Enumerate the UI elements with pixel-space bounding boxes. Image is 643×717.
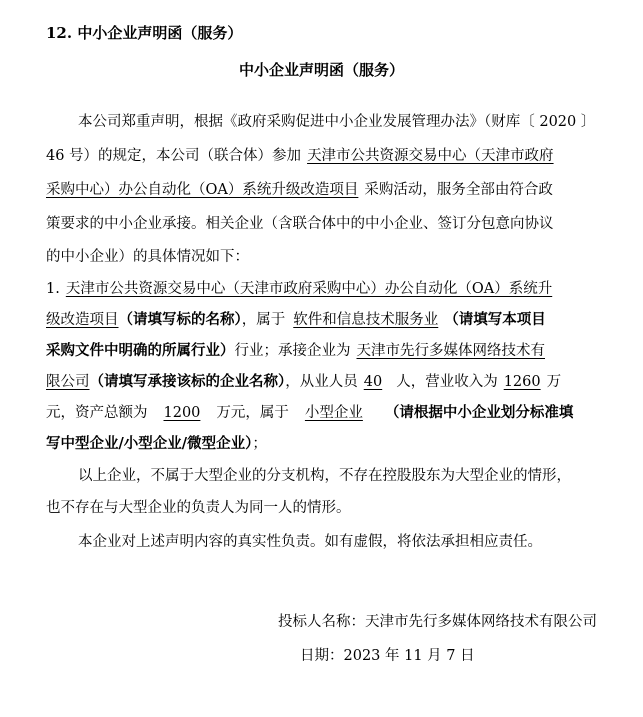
item1-text: 行业；承接企业为	[234, 343, 351, 359]
revenue-fill: 1260	[503, 374, 541, 390]
subject-name-fill: 天津市公共资源交易中心（天津市政府采购中心）办公自动化（OA）系统升	[65, 281, 553, 297]
instruction-note: 写中型企业/小型企业/微型企业）	[46, 435, 253, 452]
item1-text: ，属于	[241, 312, 286, 328]
para1-text: 本公司郑重声明，根据《政府采购促进中小企业发展管理办法》（财库〔 2020 〕	[78, 114, 596, 130]
para1-text: 的中小企业）的具体情况如下：	[46, 249, 249, 265]
responsibility-statement: 本企业对上述声明内容的真实性负责。如有虚假，将依法承担相应责任。	[78, 534, 542, 550]
instruction-note: （请填写标的名称）	[118, 311, 242, 328]
subject-name-fill: 级改造项目	[46, 312, 119, 328]
para2-line1	[78, 466, 571, 486]
company-name-fill: 天津市先行多媒体网络技术有	[356, 343, 545, 359]
para1-text: 采购活动，服务全部由符合政	[364, 182, 553, 198]
para1-text: 策要求的中小企业承接。相关企业（含联合体中的中小企业、签订分包意向协议	[46, 216, 554, 232]
instruction-note: （请根据中小企业划分标准填	[384, 404, 574, 421]
instruction-note: （请填写本项目	[444, 311, 546, 328]
para1-line4	[46, 214, 554, 234]
instruction-note: （请填写承接该标的企业名称）	[89, 373, 286, 390]
item1-text: ，从业人员	[285, 374, 358, 390]
para2-line2	[46, 498, 351, 518]
para1-line3	[46, 180, 553, 200]
project-name-fill: 天津市公共资源交易中心（天津市政府	[307, 148, 554, 164]
item1-text: ；	[252, 436, 267, 452]
item1-line4	[46, 372, 561, 392]
item1-line5	[46, 403, 573, 423]
item1-text: 人，营业收入为	[396, 374, 498, 390]
item-number: 1.	[46, 281, 60, 297]
instruction-note: 采购文件中明确的所属行业）	[46, 342, 235, 359]
assets-fill: 1200	[163, 405, 201, 421]
item1-text: 万	[546, 374, 562, 390]
para2-text: 也不存在与大型企业的负责人为同一人的情形。	[46, 500, 351, 516]
para1-text: 46 号）的规定，本公司（联合体）参加	[46, 148, 302, 164]
section-heading: 12. 中小企业声明函（服务）	[46, 24, 243, 42]
industry-fill: 软件和信息技术服务业	[293, 312, 439, 328]
item1-line6	[46, 434, 267, 454]
para2-text: 以上企业，不属于大型企业的分支机构，不存在控股股东为大型企业的情形，	[78, 468, 571, 484]
project-name-fill: 采购中心）办公自动化（OA）系统升级改造项目	[46, 182, 359, 198]
enterprise-size-fill: 小型企业	[304, 405, 363, 421]
para3-line	[78, 532, 542, 552]
item1-line3	[46, 341, 545, 361]
para1-line1	[78, 112, 595, 132]
item1-line2	[46, 310, 546, 330]
item1-text: 元，资产总额为	[46, 405, 148, 421]
document-title: 中小企业声明函（服务）	[238, 61, 404, 79]
employees-fill: 40	[363, 374, 383, 390]
bidder-name: 投标人名称：天津市先行多媒体网络技术有限公司	[278, 614, 597, 630]
company-name-fill: 限公司	[46, 374, 90, 390]
para1-line5	[46, 247, 249, 267]
para1-line2	[46, 146, 554, 166]
item1-text: 万元，属于	[216, 405, 289, 421]
signature-date: 日期：2023 年 11 月 7 日	[300, 648, 475, 664]
item1-line1	[46, 279, 552, 299]
